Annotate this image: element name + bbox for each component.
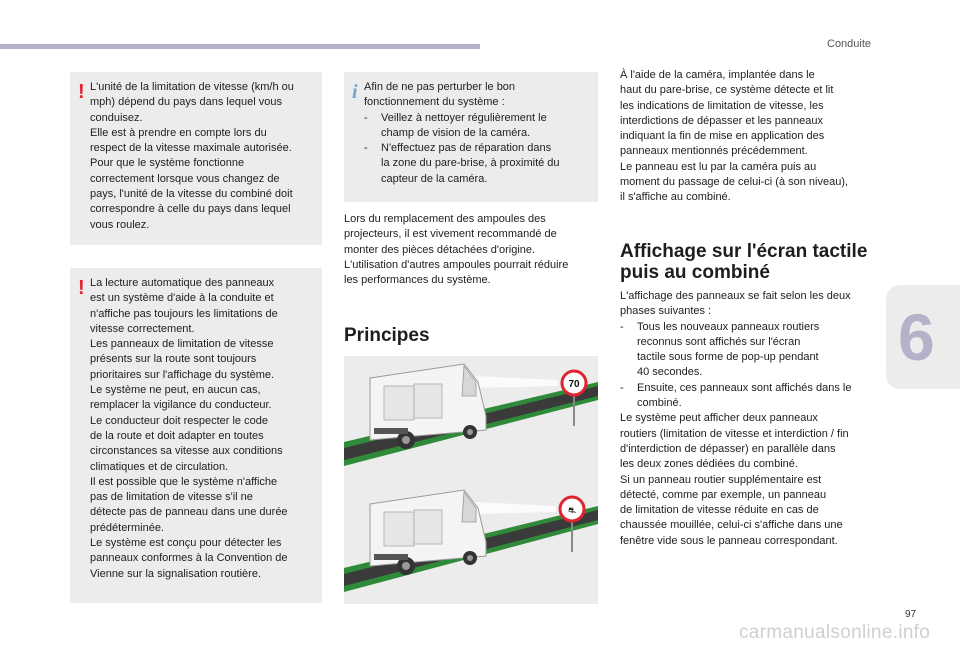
- text-line: Lors du remplacement des ampoules des: [344, 213, 546, 225]
- list-item: [620, 320, 878, 381]
- text-line: fenêtre vide sous le panneau correspondant.: [620, 534, 838, 547]
- text-line: N'effectuez pas de réparation dans: [381, 142, 552, 155]
- speed-limit-value: 70: [568, 379, 580, 390]
- text-line: combiné.: [637, 397, 682, 410]
- text-line: les indications de limitation de vitesse, les: [620, 99, 824, 112]
- text-line: prédéterminée.: [90, 521, 164, 534]
- text-line: interdictions de dépasser et les panneaux: [620, 114, 824, 127]
- text-line: Le conducteur doit respecter le code: [90, 414, 268, 427]
- text-line: Pour que le système fonctionne: [90, 157, 245, 170]
- list-dash: -: [364, 142, 368, 155]
- text-line: Le système peut afficher deux panneaux: [620, 412, 818, 425]
- bulb-replacement-paragraph: [344, 212, 598, 288]
- text-line: mph) dépend du pays dans lequel vous: [90, 96, 283, 109]
- text-line: les performances du système.: [344, 274, 491, 287]
- text-line: circonstances sa vitesse aux conditions: [90, 445, 283, 458]
- text-line: n'affiche pas toujours les limitations de: [90, 307, 278, 320]
- text-line: tactile sous forme de pop-up pendant: [637, 351, 819, 364]
- text-line: monter des pièces détachées d'origine.: [344, 243, 536, 256]
- section-title: Conduite: [827, 38, 872, 50]
- display-phases-paragraph: [620, 289, 878, 549]
- text-line: moment du passage de celui-ci (à son niveau),: [620, 176, 849, 189]
- text-line: remplacer la vigilance du conducteur.: [90, 399, 272, 412]
- text-line: vous roulez.: [90, 218, 150, 231]
- camera-beam: [474, 376, 558, 388]
- text-line: il s'affiche au combiné.: [620, 191, 731, 204]
- text-line: champ de vision de la caméra.: [381, 126, 531, 139]
- text-line: la zone du pare-brise, à proximité du: [381, 157, 560, 170]
- text-line: pas de limitation de vitesse s'il ne: [90, 491, 253, 504]
- chapter-number: 6: [898, 300, 935, 374]
- text-line: L'affichage des panneaux se fait selon les deux: [620, 290, 851, 302]
- text-line: correspondre à celle du pays dans lequel: [90, 203, 291, 216]
- text-line: panneaux mentionnés précédemment.: [620, 145, 808, 158]
- info-icon: i: [352, 81, 358, 103]
- text-line: reconnus sont affichés sur l'écran: [637, 335, 801, 348]
- heading-principes: Principes: [344, 325, 430, 346]
- text-line: Il est possible que le système n'affiche: [90, 475, 278, 488]
- van-sign-illustration: [344, 356, 598, 604]
- text-line: de limitation de vitesse réduite en cas de: [620, 504, 819, 517]
- text-line: Les panneaux de limitation de vitesse: [90, 338, 274, 351]
- camera-intro-paragraph: [620, 68, 878, 206]
- text-line: haut du pare-brise, ce système détecte et lit: [620, 84, 834, 97]
- text-line: pays, l'unité de la vitesse du combiné doit: [90, 188, 293, 201]
- text-line: présents sur la route sont toujours: [90, 353, 257, 366]
- no-overtaking-symbol: ⛐: [568, 506, 576, 516]
- text-line: fonctionnement du système :: [364, 96, 505, 109]
- text-line: respect de la vitesse maximale autorisée.: [90, 142, 292, 155]
- text-line: capteur de la caméra.: [381, 172, 488, 185]
- text-line: de la route et doit adapter en toutes: [90, 429, 264, 442]
- page-number: 97: [905, 609, 917, 620]
- list-item: [364, 111, 588, 142]
- text-line: d'interdiction de dépasser) en parallèle dans: [620, 442, 836, 455]
- watermark: carmanualsonline.info: [739, 622, 931, 643]
- text-line: routiers (limitation de vitesse et interdiction / fin: [620, 427, 849, 440]
- text-line: conduisez.: [90, 111, 143, 124]
- text-line: détecté, comme par exemple, un panneau: [620, 488, 827, 501]
- warning-icon: !: [78, 277, 85, 299]
- illustration-svg: [344, 356, 598, 604]
- text-line: Ensuite, ces panneaux sont affichés dans le: [637, 381, 852, 394]
- warning-icon: !: [78, 81, 85, 103]
- text-line: Le panneau est lu par la caméra puis au: [620, 160, 817, 173]
- list-dash: -: [620, 320, 624, 333]
- text-line: L'unité de la limitation de vitesse (km/h ou: [90, 81, 294, 93]
- info-box-text: [364, 80, 588, 187]
- text-line: Elle est à prendre en compte lors du: [90, 126, 267, 139]
- warning-box-text: [90, 276, 312, 582]
- text-line: panneaux conformes à la Convention de: [90, 552, 288, 565]
- heading-affichage: [620, 241, 880, 283]
- info-box-maintenance: [344, 72, 598, 202]
- text-line: détecte pas de panneau dans une durée: [90, 506, 288, 519]
- text-line: correctement lorsque vous changez de: [90, 172, 280, 185]
- text-line: les deux zones dédiées du combiné.: [620, 458, 798, 471]
- text-line: Veillez à nettoyer régulièrement le: [381, 111, 547, 124]
- camera-beam: [474, 502, 556, 514]
- warning-box-speed-unit: [70, 72, 322, 245]
- text-line: prioritaires sur l'affichage du système.: [90, 368, 275, 381]
- warning-box-text: [90, 80, 312, 233]
- text-line: Le système ne peut, en aucun cas,: [90, 384, 261, 397]
- heading-line: Affichage sur l'écran tactile: [620, 241, 868, 262]
- heading-line: puis au combiné: [620, 262, 770, 283]
- text-line: projecteurs, il est vivement recommandé de: [344, 228, 557, 241]
- text-line: phases suivantes :: [620, 305, 712, 318]
- list-dash: -: [364, 111, 368, 124]
- warning-box-driver-aid: [70, 268, 322, 603]
- text-line: chaussée mouillée, celui-ci s'affiche dans une: [620, 519, 843, 532]
- text-line: L'utilisation d'autres ampoules pourrait réduire: [344, 258, 569, 271]
- text-line: Afin de ne pas perturber le bon: [364, 81, 516, 93]
- text-line: climatiques et de circulation.: [90, 460, 229, 473]
- text-line: Le système est conçu pour détecter les: [90, 537, 282, 550]
- text-line: 40 secondes.: [637, 366, 703, 379]
- text-line: Vienne sur la signalisation routière.: [90, 567, 262, 580]
- text-line: est un système d'aide à la conduite et: [90, 292, 274, 305]
- text-line: indiquant la fin de mise en application des: [620, 130, 825, 143]
- text-line: Si un panneau routier supplémentaire est: [620, 473, 822, 486]
- list-item: [620, 381, 878, 412]
- list-item: [364, 141, 588, 187]
- text-line: Tous les nouveaux panneaux routiers: [637, 320, 820, 333]
- header-accent-bar: [0, 44, 480, 49]
- text-line: À l'aide de la caméra, implantée dans le: [620, 69, 815, 81]
- text-line: La lecture automatique des panneaux: [90, 277, 275, 289]
- list-dash: -: [620, 381, 624, 394]
- text-line: vitesse correctement.: [90, 322, 195, 335]
